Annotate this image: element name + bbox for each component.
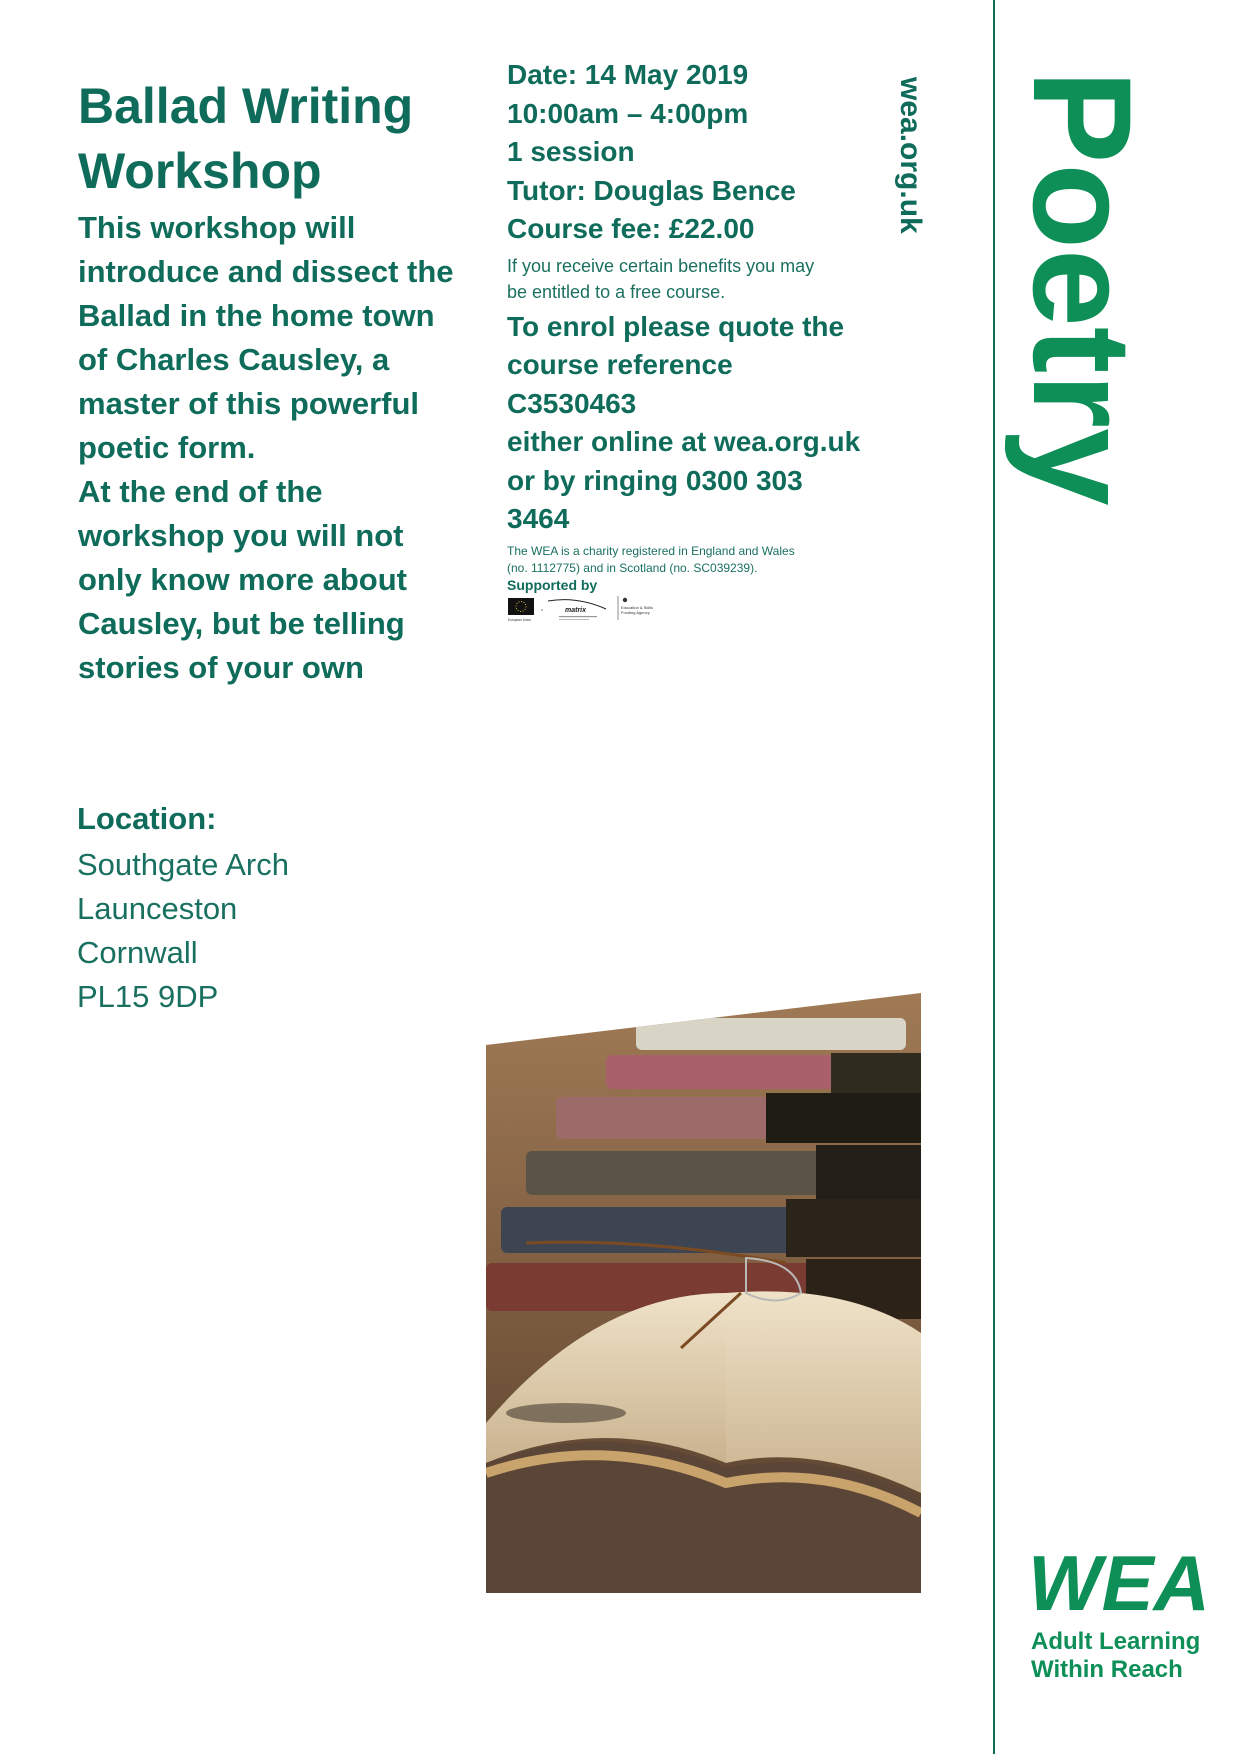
tagline-line2: Within Reach	[1031, 1656, 1183, 1683]
benefits-note	[507, 253, 907, 305]
course-title-line1: Ballad Writing	[78, 78, 414, 134]
eu-caption: European Union	[508, 618, 532, 622]
charity-line: (no. 1112775) and in Scotland (no. SC039239).	[507, 560, 758, 575]
wea-logo	[1028, 1546, 1218, 1618]
location-heading: Location:	[77, 801, 217, 836]
charity-line: The WEA is a charity registered in England and Wales	[507, 543, 795, 558]
esfa-line: Education & Skills	[621, 605, 654, 610]
address-line: Cornwall	[77, 935, 198, 970]
eu-flag-icon	[508, 598, 534, 615]
address-line: Southgate Arch	[77, 847, 289, 882]
subject-title: Poetry	[1004, 70, 1161, 506]
course-title-line2: Workshop	[78, 143, 322, 199]
enrol-phone: or by ringing 0300 303	[507, 464, 803, 496]
enrol-online[interactable]: either online at wea.org.uk	[507, 426, 861, 457]
address-line: PL15 9DP	[77, 979, 219, 1014]
esfa-line: Funding Agency	[621, 610, 650, 615]
matrix-logo	[548, 600, 606, 620]
benefits-line: be entitled to a free course.	[507, 281, 726, 302]
supported-by-label: Supported by	[507, 576, 598, 593]
crest-icon	[623, 598, 627, 602]
wea-logo-text: WEA	[1028, 1546, 1210, 1618]
course-details	[507, 56, 907, 593]
course-tutor: Tutor: Douglas Bence	[507, 174, 796, 206]
esfa-logo	[618, 596, 653, 620]
course-date: Date: 14 May 2019	[507, 59, 749, 90]
benefits-line: If you receive certain benefits you may	[507, 255, 815, 276]
matrix-label: matrix	[565, 607, 587, 614]
address-line: Launceston	[77, 891, 238, 926]
enrol-line: course reference	[507, 349, 733, 380]
brand-tagline	[1031, 1628, 1200, 1684]
course-time: 10:00am – 4:00pm	[507, 97, 749, 129]
course-sessions: 1 session	[507, 136, 635, 167]
tagline-line1: Adult Learning	[1031, 1628, 1201, 1655]
charity-statement	[507, 543, 907, 577]
course-outcome: At the end of the workshop you will not only know more about Causley, but be telling stories of your own	[78, 474, 407, 685]
course-description: This workshop will introduce and dissect the Ballad in the home town of Charles Causley, a master of this powerful poetic form.	[78, 210, 454, 465]
course-fee: Course fee: £22.00	[507, 213, 755, 244]
location-address	[77, 843, 289, 1019]
website-url[interactable]: wea.org.uk	[894, 77, 927, 234]
enrol-line: To enrol please quote the	[507, 310, 845, 342]
enrol-phone: 3464	[507, 503, 570, 534]
books-and-glasses-photo	[486, 993, 921, 1593]
vertical-divider	[993, 0, 995, 1754]
course-intro	[78, 206, 458, 690]
sponsor-logos	[507, 594, 697, 624]
course-reference: C3530463	[507, 387, 637, 419]
course-title	[78, 74, 458, 204]
